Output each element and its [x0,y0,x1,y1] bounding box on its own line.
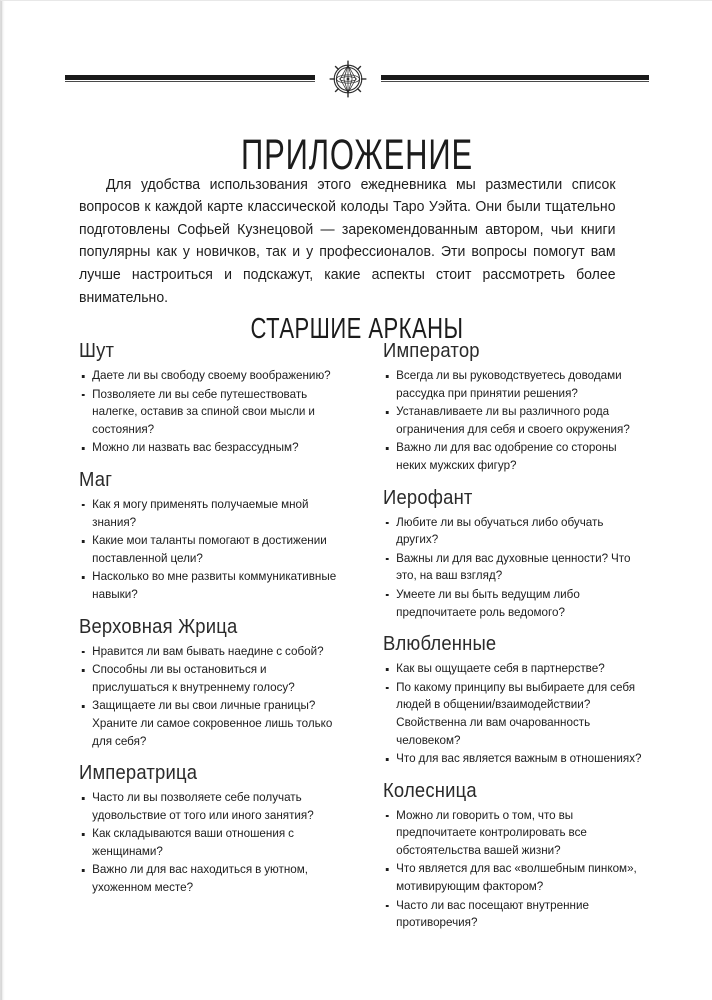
card-name-heading: Иерофант [383,485,473,509]
question-item: Важны ли для вас духовные ценности? Что это, на ваш взгляд? [383,550,642,585]
ornament-rule-right-bar [381,75,649,80]
question-list [79,496,355,604]
question-item: Умеете ли вы быть ведущим либо предпочитаете роль ведомого? [383,586,642,621]
question-item: Защищаете ли вы свои личные границы? Храните ли самое сокровенное лишь только для себя? [79,697,338,750]
question-item: Что для вас является важным в отношениях? [383,750,642,768]
card-name-heading: Император [383,339,480,362]
ornament-rule-left [65,75,315,84]
card-name-heading: Верховная Жрица [79,614,238,638]
question-item: Любите ли вы обучаться либо обучать других? [383,514,642,549]
question-list [79,643,355,751]
card-block [383,777,659,932]
ornament-rule-right [381,75,649,84]
ornament-rule-left-hairline [65,81,315,82]
card-name-heading: Императрица [79,761,198,785]
card-block [79,613,355,751]
question-item: Часто ли вы позволяете себе получать удовольствие от того или иного занятия? [79,789,338,824]
card-block [383,630,659,768]
question-item: Нравится ли вам бывать наедине с собой? [79,643,338,661]
question-item: Можно ли говорить о том, что вы предпочитаете контролировать все обстоятельства вашей жизни? [383,807,642,860]
column-right [383,337,659,941]
compass-rose-medallion-icon [325,56,371,102]
page-title: ПРИЛОЖЕНИЕ [240,130,474,179]
question-list [383,807,659,932]
question-item: Как складываются ваши отношения с женщинами? [79,825,338,860]
card-name-heading: Шут [79,339,115,362]
section-title: СТАРШИЕ АРКАНЫ [250,313,464,346]
question-item: Важно ли для вас одобрение со стороны неких мужских фигур? [383,439,642,474]
ornament-rule-right-hairline [381,81,649,82]
question-item: Какие мои таланты помогают в достижении поставленной цели? [79,532,338,567]
card-block [79,759,355,897]
question-item: Даете ли вы свободу своему воображению? [79,367,338,385]
card-block [383,337,659,475]
column-left [79,337,355,941]
question-item: Что является для вас «волшебным пинком», мотивирующим фактором? [383,860,642,895]
question-item: Можно ли назвать вас безрассудным? [79,439,338,457]
question-item: Способны ли вы остановиться и прислушаться к внутреннему голосу? [79,661,338,696]
card-name-heading: Колесница [383,778,477,802]
card-block [79,466,355,604]
question-item: Устанавливаете ли вы различного рода ограничения для себя и своего окружения? [383,403,642,438]
question-item: Важно ли для вас находиться в уютном, ухоженном месте? [79,861,338,896]
header-ornament [1,57,712,101]
card-name-heading: Маг [79,467,113,491]
card-block [383,484,659,622]
question-item: Всегда ли вы руководствуетесь доводами рассудка при принятии решения? [383,367,642,402]
question-list [383,367,659,475]
card-name-heading: Влюбленные [383,632,497,656]
question-list [383,514,659,622]
question-item: Насколько во мне развиты коммуникативные навыки? [79,568,338,603]
question-item: Как вы ощущаете себя в партнерстве? [383,660,642,678]
intro-paragraph: Для удобства использования этого ежедневника мы разместили список вопросов к каждой карте классической колоды Таро Уэйта. Они были тщательно подготовлены Софьей Кузнецовой — зарекомендованным автором, чьи книги популярны как у новичков, так и у профессионалов. Эти вопросы помогут вам лучше настроиться и подскажут, какие аспекты стоит рассмотреть более внимательно. [79,176,616,306]
card-columns [79,337,659,941]
question-list [79,789,355,897]
ornament-rule-left-bar [65,75,315,80]
question-list [383,660,659,768]
question-item: Позволяете ли вы себе путешествовать налегке, оставив за спиной свои мысли и состояния? [79,386,338,439]
question-list [79,367,355,457]
card-block [79,337,355,457]
question-item: Как я могу применять получаемые мной знания? [79,496,338,531]
question-item: Часто ли вас посещают внутренние противоречия? [383,897,642,932]
question-item: По какому принципу вы выбираете для себя людей в общении/взаимодействии? Свойственна ли вам очарованность человеком? [383,679,642,749]
